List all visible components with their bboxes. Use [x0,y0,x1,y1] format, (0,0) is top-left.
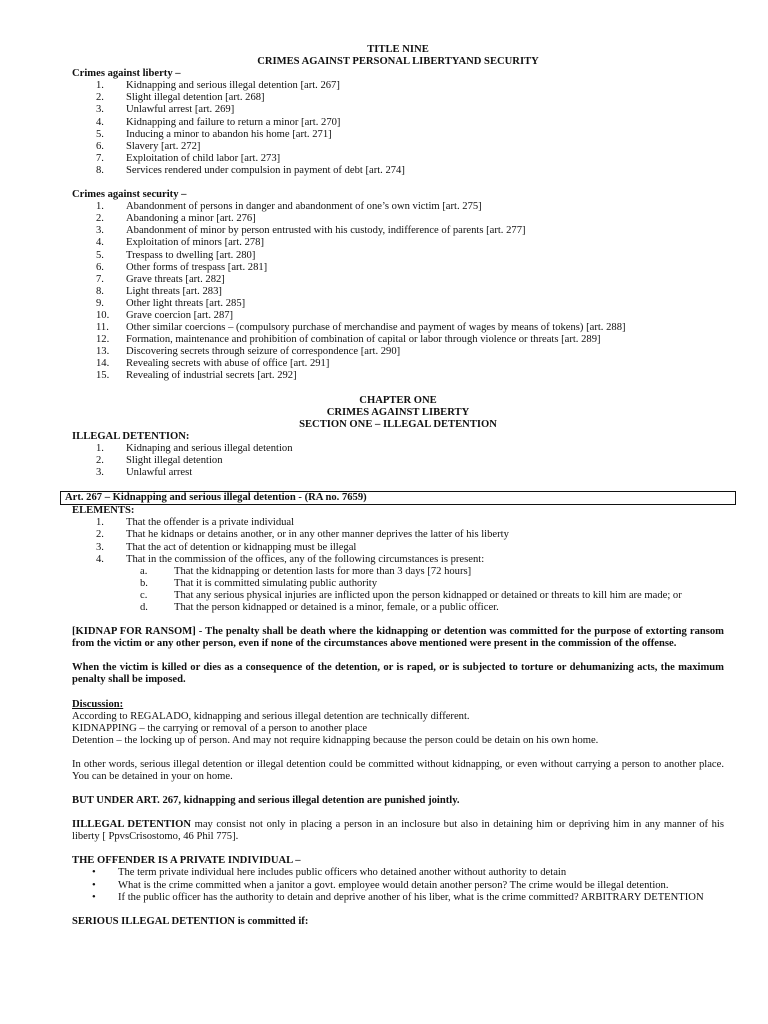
list-number: 4. [96,116,104,128]
security-list-item [72,370,724,382]
security-list-item [72,213,724,225]
chapter-line-2: CRIMES AGAINST LIBERTY [326,406,470,418]
list-item-text: That the act of detention or kidnapping must be illegal [126,541,357,553]
discussion-line-3: Detention – the locking up of person. And may not require kidnapping because the person could be detain on his own home. [72,734,599,746]
list-item-text: That the kidnapping or detention lasts for more than 3 days [72 hours] [174,565,472,577]
list-item-text: Unlawful arrest [126,467,193,479]
list-item-text: Kidnaping and serious illegal detention [126,442,293,454]
title-line-1: TITLE NINE [367,44,429,55]
security-list-item [72,322,724,334]
list-item-text: Abandoning a minor [art. 276] [126,213,256,225]
list-number: 8. [96,285,104,297]
list-item-text: Kidnapping and failure to return a minor [art. 270] [126,116,341,128]
liberty-list-item [72,117,724,129]
liberty-heading: Crimes against liberty – [72,68,181,80]
under-art-267-paragraph: BUT UNDER ART. 267, kidnapping and serious illegal detention are punished jointly. [72,795,460,807]
list-number: 3. [96,225,104,237]
security-list-item [72,274,724,286]
list-item-text: Slight illegal detention [art. 268] [126,92,265,104]
liberty-list-item [72,141,724,153]
security-list-item [72,298,724,310]
list-number: 15. [96,370,110,382]
circumstance-list-item [72,566,724,578]
element-list-item [72,517,724,529]
list-item-text: Other forms of trespass [art. 281] [126,261,268,273]
illegal-detention-paragraph [72,819,724,843]
security-list-item [72,225,724,237]
discussion-heading: Discussion: [72,698,124,710]
list-number: 5. [96,249,104,261]
bullet-item [72,892,724,904]
list-item-text: That any serious physical injuries are inflicted upon the person kidnapped or detained or threats to kill him are made; or [174,589,682,601]
illegal-detention-list [72,443,724,479]
list-number: 9. [96,297,104,309]
list-item-text: That the offender is a private individual [126,517,295,529]
list-item-text: Grave coercion [art. 287] [126,309,234,321]
element-list-item [72,542,724,554]
list-item-text: Exploitation of child labor [art. 273] [126,152,281,164]
private-individual-heading: THE OFFENDER IS A PRIVATE INDIVIDUAL – [72,855,301,867]
list-number: 1. [96,442,104,454]
illegal-detention-list-item [72,467,724,479]
security-list-item [72,310,724,322]
bullet-text: The term private individual here includes public officers who detained another without authority to detain [118,867,567,879]
list-number: 4. [96,237,104,249]
serious-illegal-detention-term: SERIOUS ILLEGAL DETENTION [72,915,236,927]
list-number: 4. [96,553,104,565]
list-item-text: Slavery [art. 272] [126,140,201,152]
list-item-text: That the person kidnapped or detained is a minor, female, or a public officer. [174,602,499,614]
victim-paragraph: When the victim is killed or dies as a consequence of the detention, or is raped, or is subjected to torture or dehumanizing acts, the maximum penalty shall be imposed. [72,662,724,686]
liberty-list-item [72,80,724,92]
list-number: 3. [96,467,104,479]
list-number: 1. [96,517,104,529]
list-item-text: Other light threats [art. 285] [126,297,246,309]
security-heading: Crimes against security – [72,189,187,201]
private-individual-bullets [72,867,724,903]
list-number: 3. [96,104,104,116]
list-number: 5. [96,128,104,140]
liberty-list [72,80,724,177]
list-item-text: That he kidnaps or detains another, or in any other manner deprives the latter of his liberty [126,529,509,541]
bullet-text: If the public officer has the authority to detain and deprive another of his liber, what is the crime committed? ARBITRARY DETENTION [118,891,704,903]
chapter-line-3: SECTION ONE – ILLEGAL DETENTION [299,418,497,430]
list-number: 6. [96,261,104,273]
security-list-item [72,250,724,262]
discussion-line-2: KIDNAPPING – the carrying or removal of a person to another place [72,722,368,734]
list-item-text: Discovering secrets through seizure of correspondence [art. 290] [126,346,401,358]
circumstance-list-item [72,602,724,614]
element-list-item [72,554,724,566]
ransom-paragraph: [KIDNAP FOR RANSOM] - The penalty shall be death where the kidnapping or detention was committed for the purpose of extorting ransom from the victim or any other person, even if none of the circumstances above mentioned were present in the commission of the offense. [72,626,724,650]
list-number: 7. [96,273,104,285]
serious-illegal-detention-line [72,916,724,928]
liberty-list-item [72,129,724,141]
list-number: 1. [96,201,104,213]
list-number: 13. [96,346,110,358]
list-number: c. [140,589,148,601]
liberty-list-item [72,104,724,116]
other-words-paragraph: In other words, serious illegal detention or illegal detention could be committed without kidnapping, or even without carrying a person to another place. You can be detained in your on home. [72,758,724,782]
circumstance-list-item [72,590,724,602]
list-number: 10. [96,309,110,321]
list-item-text: Exploitation of minors [art. 278] [126,237,264,249]
list-number: 2. [96,213,104,225]
circumstances-list [72,566,724,614]
list-item-text: Light threats [art. 283] [126,285,222,297]
illegal-detention-list-item [72,455,724,467]
list-number: 2. [96,92,104,104]
list-item-text: That in the commission of the offices, any of the following circumstances is present: [126,553,485,565]
list-number: a. [140,565,148,577]
bullet-icon: • [92,867,96,879]
list-item-text: Grave threats [art. 282] [126,273,225,285]
chapter-line-1: CHAPTER ONE [359,394,437,406]
list-number: b. [140,577,148,589]
list-number: d. [140,602,148,614]
bullet-item [72,867,724,879]
list-item-text: Services rendered under compulsion in payment of debt [art. 274] [126,164,405,176]
liberty-list-item [72,165,724,177]
list-number: 14. [96,358,110,370]
liberty-list-item [72,153,724,165]
security-list-item [72,334,724,346]
list-item-text: Trespass to dwelling [art. 280] [126,249,256,261]
document-content [65,44,724,928]
security-list-item [72,201,724,213]
security-list-item [72,346,724,358]
illegal-detention-heading: ILLEGAL DETENTION: [72,430,190,442]
title-line-2: CRIMES AGAINST PERSONAL LIBERTYAND SECURITY [257,56,539,68]
list-number: 11. [96,322,109,334]
security-list-item [72,262,724,274]
illegal-detention-term: IILLEGAL DETENTION [72,819,191,831]
list-item-text: Abandonment of persons in danger and abandonment of one’s own victim [art. 275] [126,201,482,213]
security-list-item [72,286,724,298]
bullet-icon: • [92,879,96,891]
discussion-line-1: According to REGALADO, kidnapping and serious illegal detention are technically different. [72,710,470,722]
elements-heading: ELEMENTS: [72,505,135,517]
list-item-text: Slight illegal detention [126,455,223,466]
list-item-text: Formation, maintenance and prohibition of combination of capital or labor through violence or threats [art. 289] [126,334,601,346]
list-item-text: Revealing of industrial secrets [art. 292] [126,370,297,382]
security-list [72,201,724,382]
art-267-box-title: Art. 267 – Kidnapping and serious illegal detention - (RA no. 7659) [60,491,736,505]
list-item-text: Inducing a minor to abandon his home [art. 271] [126,128,332,140]
list-number: 2. [96,529,104,541]
element-list-item [72,529,724,541]
list-number: 1. [96,80,104,92]
list-number: 7. [96,152,104,164]
security-list-item [72,358,724,370]
list-item-text: Abandonment of minor by person entrusted with his custody, indifference of parents [art. 277] [126,225,526,237]
list-number: 8. [96,164,104,176]
illegal-detention-list-item [72,443,724,455]
security-list-item [72,237,724,249]
list-number: 6. [96,140,104,152]
elements-list [72,517,724,565]
list-item-text: Other similar coercions – (compulsory purchase of merchandise and payment of wages by means of tokens) [art. 288] [126,322,626,334]
illegal-detention-definition: may consist not only in placing a person in an inclosure but also in detaining him or depriving him in any manner of his liberty [ PpvsCrisostomo, 46 Phil 775]. [72,819,724,843]
list-number: 2. [96,455,104,466]
bullet-text: What is the crime committed when a janitor a govt. employee would detain another person? The crime would be illegal detention. [118,879,669,891]
bullet-item [72,880,724,892]
liberty-list-item [72,92,724,104]
serious-illegal-detention-rest: is committed if: [235,915,309,927]
list-item-text: That it is committed simulating public authority [174,577,378,589]
bullet-icon: • [92,891,96,903]
circumstance-list-item [72,578,724,590]
list-number: 12. [96,334,110,346]
list-item-text: Unlawful arrest [art. 269] [126,104,235,116]
list-item-text: Kidnapping and serious illegal detention [art. 267] [126,80,340,92]
list-number: 3. [96,541,104,553]
list-item-text: Revealing secrets with abuse of office [art. 291] [126,358,330,370]
